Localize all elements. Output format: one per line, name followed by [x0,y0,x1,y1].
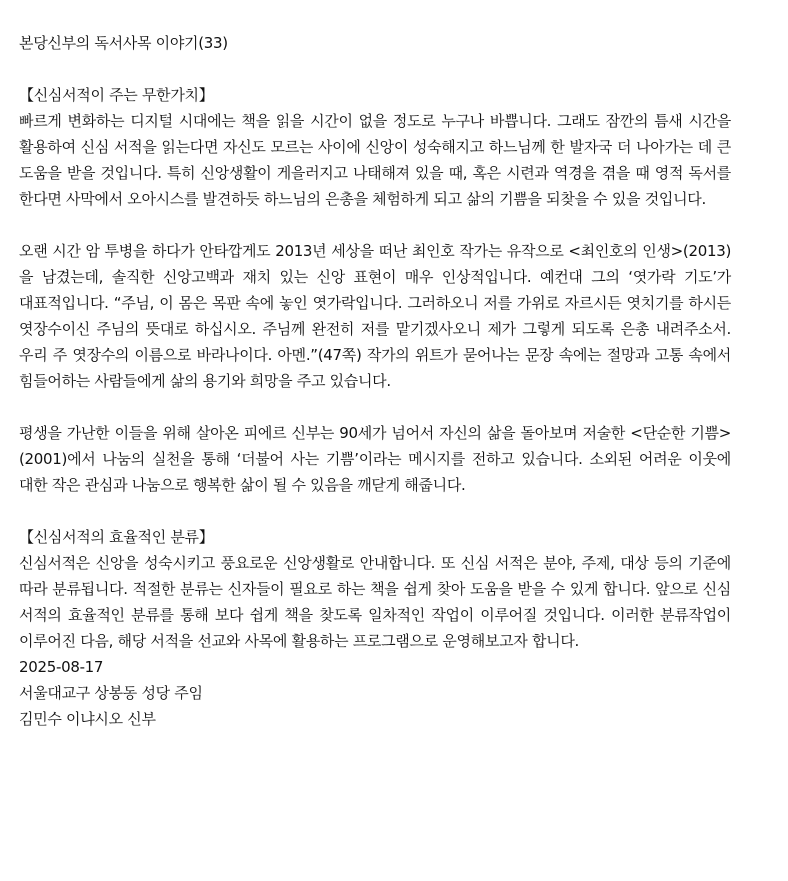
paragraph-intro: 빠르게 변화하는 디지털 시대에는 책을 읽을 시간이 없을 정도로 누구나 바쁩니다. 그래도 잠깐의 틈새 시간을 활용하여 신심 서적을 읽는다면 자신도 모르는 사이에 신앙이 성숙해지고 하느님께 한 발자국 더 나아가는 데 큰 도움을 받을 것입니다. 특히 신앙생활이 게을러지고 나태해져 있을 때, 혹은 시련과 역경을 겪을 때 영적 독서를 한다면 사막에서 오아시스를 발견하듯 하느님의 은총을 체험하게 되고 삶의 기쁨을 되찾을 수 있을 것입니다. [19,112,731,208]
document-title: 본당신부의 독서사목 이야기(33) [19,34,228,52]
document [19,30,731,732]
document-date: 2025-08-17 [19,658,104,676]
paragraph-choi-inho: 오랜 시간 암 투병을 하다가 안타깝게도 2013년 세상을 떠난 최인호 작가는 유작으로 <최인호의 인생>(2013)을 남겼는데, 솔직한 신앙고백과 재치 있는 신앙 표현이 매우 인상적입니다. 예컨대 그의 ‘엿가락 기도’가 대표적입니다. “주님, 이 몸은 목판 속에 놓인 엿가락입니다. 그러하오니 저를 가위로 자르시든 엿치기를 하시든 엿장수이신 주님의 뜻대로 하십시오. 주님께 완전히 저를 맡기겠사오니 제가 그렇게 되도록 은총 내려주소서. 우리 주 엿장수의 이름으로 바라나이다. 아멘.”(47쪽) 작가의 위트가 묻어나는 문장 속에는 절망과 고통 속에서 힘들어하는 사람들에게 삶의 용기와 희망을 주고 있습니다. [19,242,731,390]
paragraph-classification: 신심서적은 신앙을 성숙시키고 풍요로운 신앙생활로 안내합니다. 또 신심 서적은 분야, 주제, 대상 등의 기준에 따라 분류됩니다. 적절한 분류는 신자들이 필요로 하는 책을 쉽게 찾아 도움을 받을 수 있게 합니다. 앞으로 신심 서적의 효율적인 분류를 통해 보다 쉽게 책을 찾도록 일차적인 작업이 이루어질 것입니다. 이러한 분류작업이 이루어진 다음, 해당 서적을 선교와 사목에 활용하는 프로그램으로 운영해보고자 합니다. [19,554,731,650]
section-heading-classification: 【신심서적의 효율적인 분류】 [19,528,214,546]
parish-name: 서울대교구 상봉동 성당 주임 [19,684,203,702]
paragraph-pierre: 평생을 가난한 이들을 위해 살아온 피에르 신부는 90세가 넘어서 자신의 삶을 돌아보며 저술한 <단순한 기쁨>(2001)에서 나눔의 실천을 통해 ‘더불어 사는 기쁨’이라는 메시지를 전하고 있습니다. 소외된 어려운 이웃에 대한 작은 관심과 나눔으로 행복한 삶이 될 수 있음을 깨닫게 해줍니다. [19,424,731,494]
section-heading-value: 【신심서적이 주는 무한가치】 [19,86,214,104]
author-name: 김민수 이냐시오 신부 [19,710,156,728]
